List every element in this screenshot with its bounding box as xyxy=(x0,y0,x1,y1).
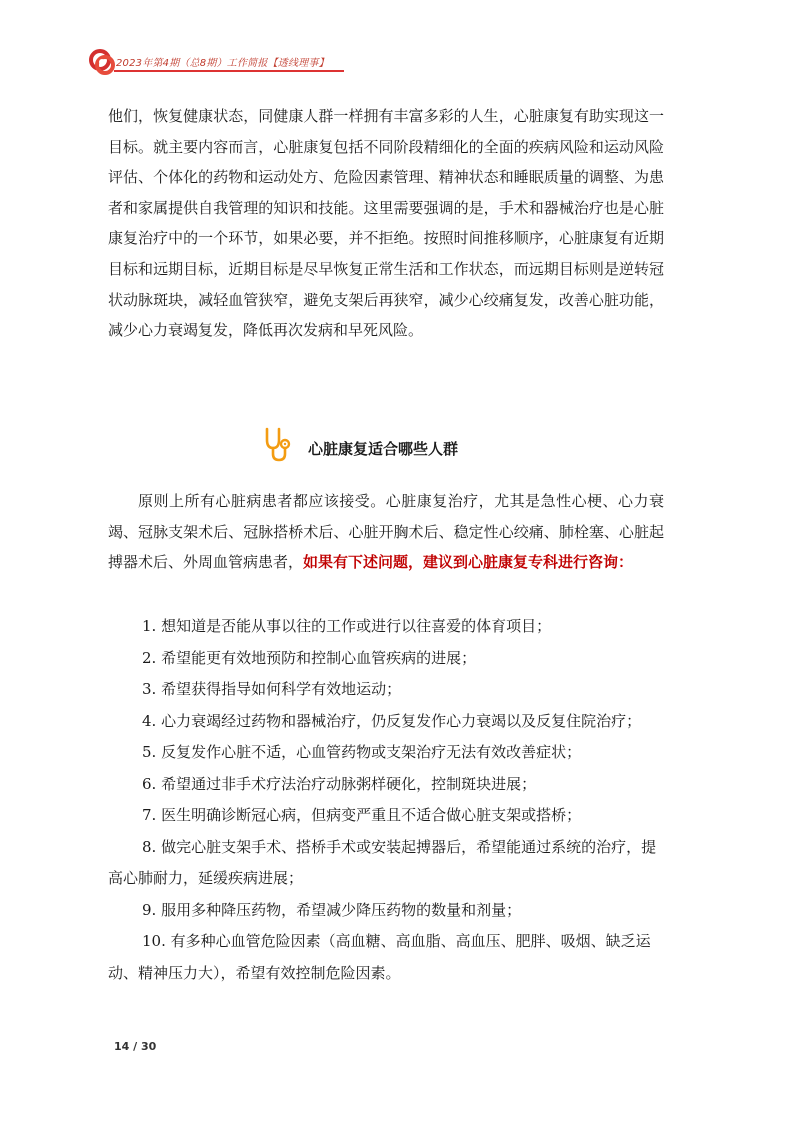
header-title: 2023年第4期（总8期）工作简报【透线理事】 xyxy=(116,58,329,69)
list-item: 8. 做完心脏支架手术、搭桥手术或安装起搏器后，希望能通过系统的治疗，提高心肺耐力，延缓疾病进展； xyxy=(108,837,657,887)
header-divider xyxy=(114,70,344,72)
stethoscope-icon xyxy=(262,426,292,464)
criteria-list xyxy=(108,611,668,989)
list-item: 2. 希望能更有效地预防和控制心血管疾病的进展； xyxy=(142,648,477,667)
list-item: 7. 医生明确诊断冠心病，但病变严重且不适合做心脏支架或搭桥； xyxy=(142,806,582,824)
page-header xyxy=(88,48,348,78)
page-number: 14 / 30 xyxy=(114,1040,157,1053)
list-item: 4. 心力衰竭经过药物和器械治疗，仍反复发作心力衰竭以及反复住院治疗； xyxy=(142,711,642,730)
section-title: 心脏康复适合哪些人群 xyxy=(308,440,459,458)
list-item: 6. 希望通过非手术疗法治疗动脉粥样硬化，控制斑块进展； xyxy=(142,774,537,793)
section-paragraph-text: 原则上所有心脏病患者都应该接受。心脏康复治疗，尤其是急性心梗、心力衰竭、冠脉支架术后、冠脉搭桥术后、心脏开胸术后、稳定性心绞痛、肺栓塞、心脏起搏器术后、外周血管病患者， xyxy=(108,492,664,572)
list-item: 3. 希望获得指导如何科学有效地运动； xyxy=(142,680,402,698)
list-item: 10. 有多种心血管危险因素（高血糖、高血脂、高血压、肥胖、吸烟、缺乏运动、精神压力大），希望有效控制危险因素。 xyxy=(108,932,651,982)
intro-paragraph: 他们，恢复健康状态，同健康人群一样拥有丰富多彩的人生，心脏康复有助实现这一目标。就主要内容而言，心脏康复包括不同阶段精细化的全面的疾病风险和运动风险评估、个体化的药物和运动处方、危险因素管理、精神状态和睡眠质量的调整、为患者和家属提供自我管理的知识和技能。这里需要强调的是，手术和器械治疗也是心脏康复治疗中的一个环节，如果必要，并不拒绝。按照时间推移顺序，心脏康复有近期目标和远期目标，近期目标是尽早恢复正常生活和工作状态，而远期目标则是逆转冠状动脉斑块，减轻血管狭窄，避免支架后再狭窄，减少心绞痛复发，改善心脏功能，减少心力衰竭复发，降低再次发病和早死风险。 xyxy=(108,107,664,340)
list-item: 5. 反复发作心脏不适，心血管药物或支架治疗无法有效改善症状； xyxy=(142,743,582,761)
list-item: 1. 想知道是否能从事以往的工作或进行以往喜爱的体育项目； xyxy=(142,617,552,635)
section-paragraph xyxy=(108,486,664,578)
section-paragraph-highlight: 如果有下述问题，建议到心脏康复专科进行咨询： xyxy=(303,553,634,572)
section-heading xyxy=(262,426,522,466)
list-item: 9. 服用多种降压药物，希望减少降压药物的数量和剂量； xyxy=(142,900,522,919)
logo-icon xyxy=(88,48,118,78)
